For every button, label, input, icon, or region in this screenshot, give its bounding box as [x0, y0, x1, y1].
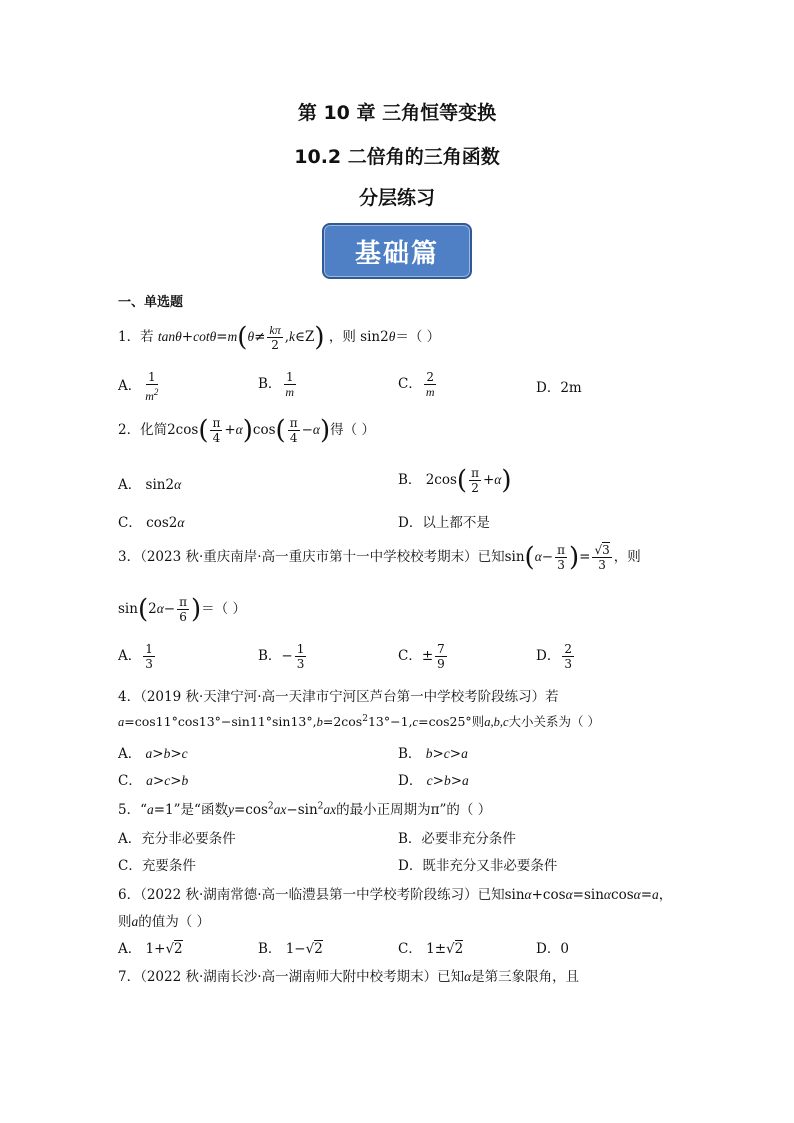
- question-6-line2: 则a的值为（ ）: [118, 914, 211, 930]
- section-label: 一、单选题: [118, 295, 184, 310]
- question-3-line2: sin(2α− $\frac{\pi}{6}$ )＝（ ）: [118, 594, 246, 625]
- q2-option-c: C． cos2α: [118, 515, 185, 531]
- chapter-title: 第 10 章 三角恒等变换: [297, 102, 497, 124]
- question-1: 1．若 tanθ+cotθ=m(θ≠ $\frac{k\pi}{2}$ ,k∈Z) ，则 sin2θ＝（ ）: [118, 322, 441, 353]
- question-5: 5．“a=1”是“函数$y=\cos^2ax-\sin^2ax$的最小正周期为π”的（ ）: [118, 801, 492, 818]
- q1-option-c: C． $\frac{2}{m}$: [398, 370, 435, 399]
- q4-option-d: D． c>b>a: [398, 773, 469, 789]
- question-6: 6．（2022 秋·湖南常德·高一临澧县第一中学校考阶段练习）已知sinα+cosα=sinαcosα=a，: [118, 887, 673, 903]
- q1-option-b: B． $\frac{1}{m}$: [258, 370, 295, 399]
- question-4: 4．（2019 秋·天津宁河·高一天津市宁河区芦台第一中学校考阶段练习）若: [118, 689, 559, 705]
- question-4-line2: $a=\cos 11^\circ\cos 13^\circ-\sin 11^\circ\sin 13^\circ,b=2\cos^213^\circ-1,c=\cos 25^\circ$则a,b,c大小关系为（ ）: [118, 713, 600, 729]
- q2-option-a: A． sin2α: [118, 477, 182, 493]
- q6-option-a: A． 1+√2: [118, 941, 183, 957]
- question-3: 3．（2023 秋·重庆南岸·高一重庆市第十一中学校校考期末）已知sin(α− $\frac{\pi}{3}$ )= $\frac{√3}{3}$ ，则: [118, 542, 641, 573]
- q1-option-a: A． $\frac{1}{m^2}$: [118, 370, 159, 403]
- question-7: 7．（2022 秋·湖南长沙·高一湖南师大附中校考期末）已知α是第三象限角，且: [118, 969, 580, 985]
- q2-option-d: D．以上都不是: [398, 515, 490, 531]
- q1-lead: 1．若: [118, 329, 154, 345]
- q4-option-c: C． a>c>b: [118, 773, 189, 789]
- q5-option-b: B．必要非充分条件: [398, 831, 516, 847]
- q3-option-c: C．± $\frac{7}{9}$: [398, 642, 445, 671]
- q5-option-c: C．充要条件: [118, 858, 196, 874]
- q1-tail: ，则: [328, 329, 356, 345]
- q6-option-d: D．0: [536, 941, 569, 957]
- q5-option-a: A．充分非必要条件: [118, 831, 236, 847]
- q4-option-a: A． a>b>c: [118, 746, 188, 762]
- level-badge: 基础篇: [322, 223, 472, 279]
- q3-option-d: D． $\frac{2}{3}$: [536, 642, 572, 671]
- q4-option-b: B． b>c>a: [398, 746, 468, 762]
- q1-end: ＝（ ）: [395, 329, 441, 345]
- q2-option-b: B． 2cos( $\frac{\pi}{2}$ +α): [398, 465, 512, 496]
- question-2: 2．化简2cos( $\frac{\pi}{4}$ +α)cos( $\frac{\pi}{4}$ −α)得（ ）: [118, 415, 375, 446]
- q3-option-a: A． $\frac{1}{3}$: [118, 642, 153, 671]
- q5-option-d: D．既非充分又非必要条件: [398, 858, 558, 874]
- q6-option-b: B． 1−√2: [258, 941, 323, 957]
- q1-option-d: D．2m: [536, 380, 582, 396]
- subtitle: 分层练习: [358, 187, 435, 209]
- q6-option-c: C． 1±√2: [398, 941, 464, 957]
- q3-option-b: B．− $\frac{1}{3}$: [258, 642, 305, 671]
- section-title: 10.2 二倍角的三角函数: [294, 146, 500, 168]
